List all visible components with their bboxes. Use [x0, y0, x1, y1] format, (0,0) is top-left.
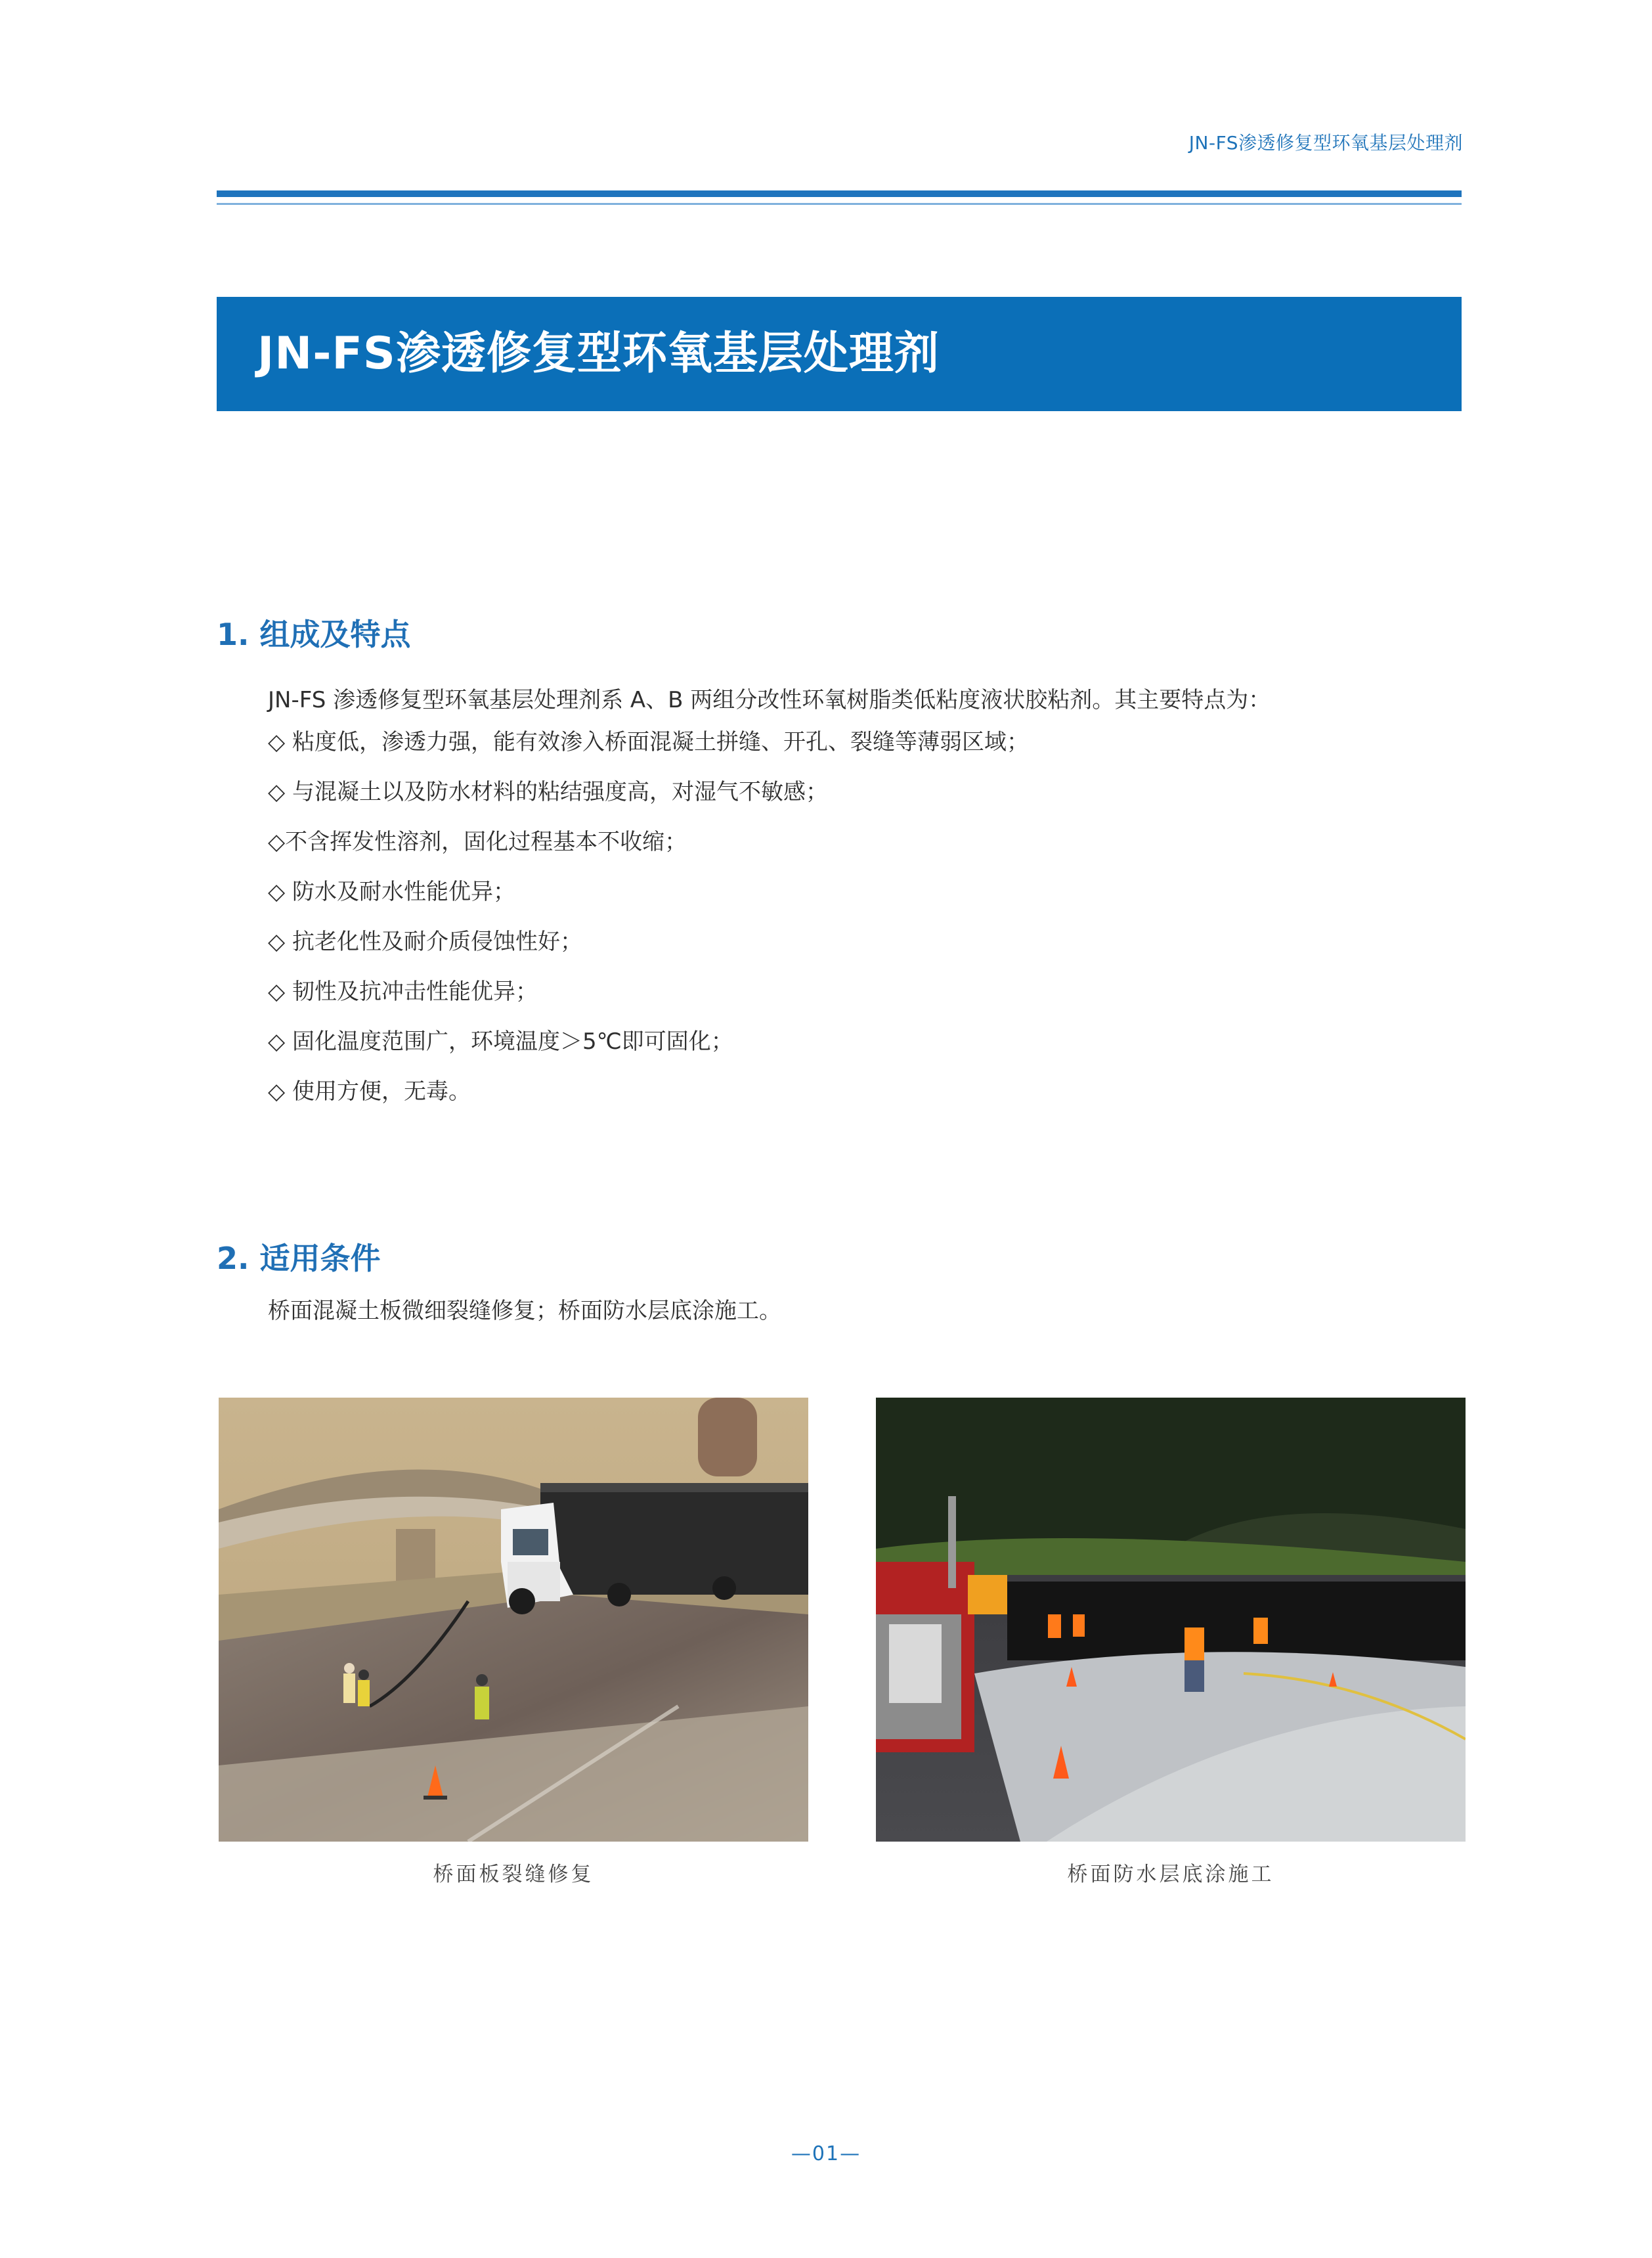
page-number: —01— [791, 2142, 861, 2165]
section-heading-applications: 2. 适用条件 [217, 1241, 381, 1276]
feature-item: ◇ 防水及耐水性能优异； [268, 879, 515, 905]
header-rule-thick [217, 190, 1462, 197]
photo-caption: 桥面防水层底涂施工 [1067, 1863, 1274, 1886]
composition-intro: JN-FS 渗透修复型环氧基层处理剂系 A、B 两组分改性环氧树脂类低粘度液状胶粘剂。其主要特点为： [268, 687, 1271, 713]
feature-item: ◇ 抗老化性及耐介质侵蚀性好； [268, 929, 582, 955]
title-banner [217, 297, 1462, 411]
photo-caption: 桥面板裂缝修复 [433, 1863, 594, 1886]
photo-crack-repair [219, 1398, 808, 1842]
photo-primer-application [876, 1398, 1466, 1842]
feature-item: ◇ 粘度低，渗透力强，能有效渗入桥面混凝土拼缝、开孔、裂缝等薄弱区域； [268, 729, 1029, 755]
page-title: JN-FS渗透修复型环氧基层处理剂 [257, 328, 940, 380]
feature-item: ◇ 固化温度范围广，环境温度＞5℃即可固化； [268, 1029, 733, 1055]
feature-item: ◇ 与混凝土以及防水材料的粘结强度高，对湿气不敏感； [268, 779, 828, 805]
feature-list [268, 729, 1029, 1128]
feature-item: ◇ 韧性及抗冲击性能优异； [268, 979, 538, 1005]
feature-item: ◇不含挥发性溶剂，固化过程基本不收缩； [268, 829, 687, 855]
feature-item: ◇ 使用方便，无毒。 [268, 1078, 471, 1105]
running-header: JN-FS渗透修复型环氧基层处理剂 [1188, 132, 1463, 154]
header-rule-thin [217, 203, 1462, 205]
applications-text: 桥面混凝土板微细裂缝修复；桥面防水层底涂施工。 [268, 1298, 781, 1324]
section-heading-composition: 1. 组成及特点 [217, 617, 411, 652]
